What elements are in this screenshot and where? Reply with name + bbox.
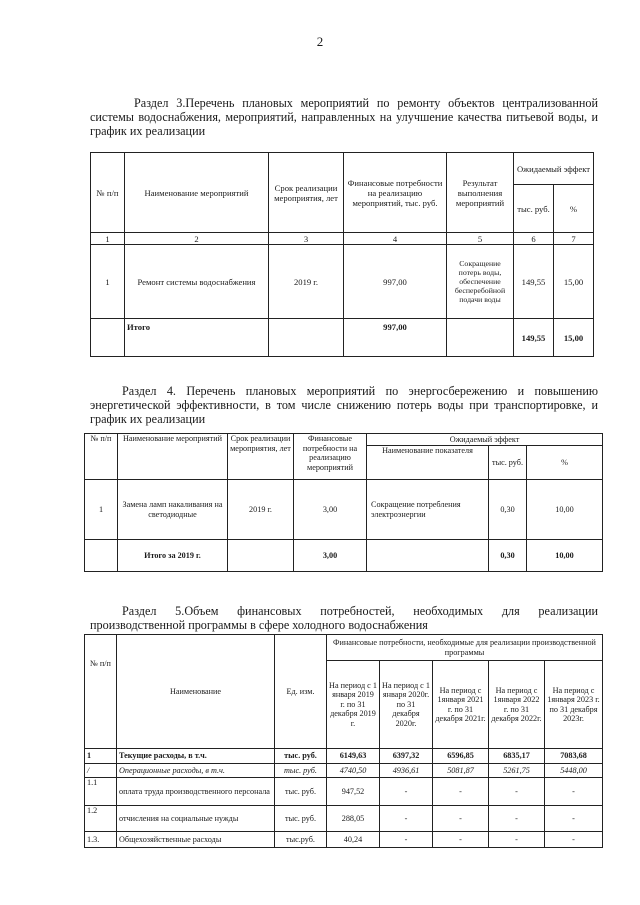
table-row: 1 Ремонт системы водоснабжения 2019 г. 997,00 Сокращение потерь воды, обеспечение бесперебойной подачи воды 149,55 15,00 [91, 245, 594, 319]
s3-header-percent: % [554, 185, 594, 233]
total-row: Итого за 2019 г. 3,00 0,30 10,00 [85, 540, 603, 572]
s5-header-period: На период с 1 января 2019 г. по 31 декабря 2019 г. [327, 661, 380, 749]
table-row: / Операционные расходы, в т.ч. тыс. руб. 4740,50 4936,61 5081,87 5261,75 5448,00 [85, 764, 603, 778]
table-row: 1 Текущие расходы, в т.ч. тыс. руб. 6149,63 6397,32 6596,85 6835,17 7083,68 [85, 749, 603, 764]
s4-header-name: Наименование мероприятий [118, 434, 228, 480]
s3-colnum: 2 [125, 233, 269, 245]
s3-header-rub: тыс. руб. [514, 185, 554, 233]
s3-colnum: 3 [269, 233, 344, 245]
page-number: 2 [316, 34, 324, 49]
s4-header-indicator: Наименование показателя [367, 446, 489, 480]
s4-header-finance: Финансовые потребности на реализацию мероприятий [294, 434, 367, 480]
s5-header-period: На период с 1января 2022 г. по 31 декабря 2022г. [489, 661, 545, 749]
section3-heading: Раздел 3.Перечень плановых мероприятий по ремонту объектов централизованной системы водоснабжения, мероприятий, направленных на улучшение качества питьевой воды, и график их реализации [90, 96, 598, 139]
table-row: 1 Замена ламп накаливания на светодиодные 2019 г. 3,00 Сокращение потребления электроэнергии 0,30 10,00 [85, 480, 603, 540]
section4-table [84, 433, 603, 572]
section4-heading: Раздел 4. Перечень плановых мероприятий по энергосбережению и повышению энергетической эффективности, в том числе снижению потерь воды при транспортировке, и график их реализации [90, 384, 598, 427]
s3-header-result: Результат выполнения мероприятий [447, 153, 514, 233]
s3-colnum: 6 [514, 233, 554, 245]
s4-header-term: Срок реализации мероприятия, лет [228, 434, 294, 480]
section3-table [90, 152, 594, 357]
s3-header-name: Наименование мероприятий [125, 153, 269, 233]
s5-header-name: Наименование [117, 635, 275, 749]
table-row: 1.2 отчисления на социальные нужды тыс. руб. 288,05 - - - - [85, 806, 603, 832]
table-row: 1.3. Общехозяйственные расходы тыс.руб. 40,24 - - - - [85, 832, 603, 848]
s3-header-term: Срок реализации мероприятия, лет [269, 153, 344, 233]
s4-header-rub: тыс. руб. [489, 446, 527, 480]
s4-header-expected: Ожидаемый эффект [367, 434, 603, 446]
s3-header-finance: Финансовые потребности на реализацию мероприятий, тыс. руб. [344, 153, 447, 233]
s3-header-expected: Ожидаемый эффект [514, 153, 594, 185]
section5-heading: Раздел 5.Объем финансовых потребностей, необходимых для реализации производственной программы в сфере холодного водоснабжения [90, 604, 598, 633]
s3-colnum: 4 [344, 233, 447, 245]
total-row: Итого 997,00 149,55 15,00 [91, 319, 594, 357]
s5-header-num: № п/п [85, 635, 117, 749]
s3-colnum: 5 [447, 233, 514, 245]
s5-header-period: На период с 1января 2023 г. по 31 декабря 2023г. [545, 661, 603, 749]
table-row: 1.1 оплата труда производственного персонала тыс. руб. 947,52 - - - - [85, 778, 603, 806]
s5-header-period: На период с 1 января 2020г. по 31 декабря 2020г. [380, 661, 433, 749]
s5-header-finance: Финансовые потребности, необходимые для реализации производственной программы [327, 635, 603, 661]
s5-header-unit: Ед. изм. [275, 635, 327, 749]
s3-header-num: № п/п [91, 153, 125, 233]
s5-header-period: На период с 1января 2021 г. по 31 декабря 2021г. [433, 661, 489, 749]
s3-colnum: 1 [91, 233, 125, 245]
section5-table [84, 634, 603, 848]
s4-header-percent: % [527, 446, 603, 480]
s3-colnum: 7 [554, 233, 594, 245]
s4-header-num: № п/п [85, 434, 118, 480]
